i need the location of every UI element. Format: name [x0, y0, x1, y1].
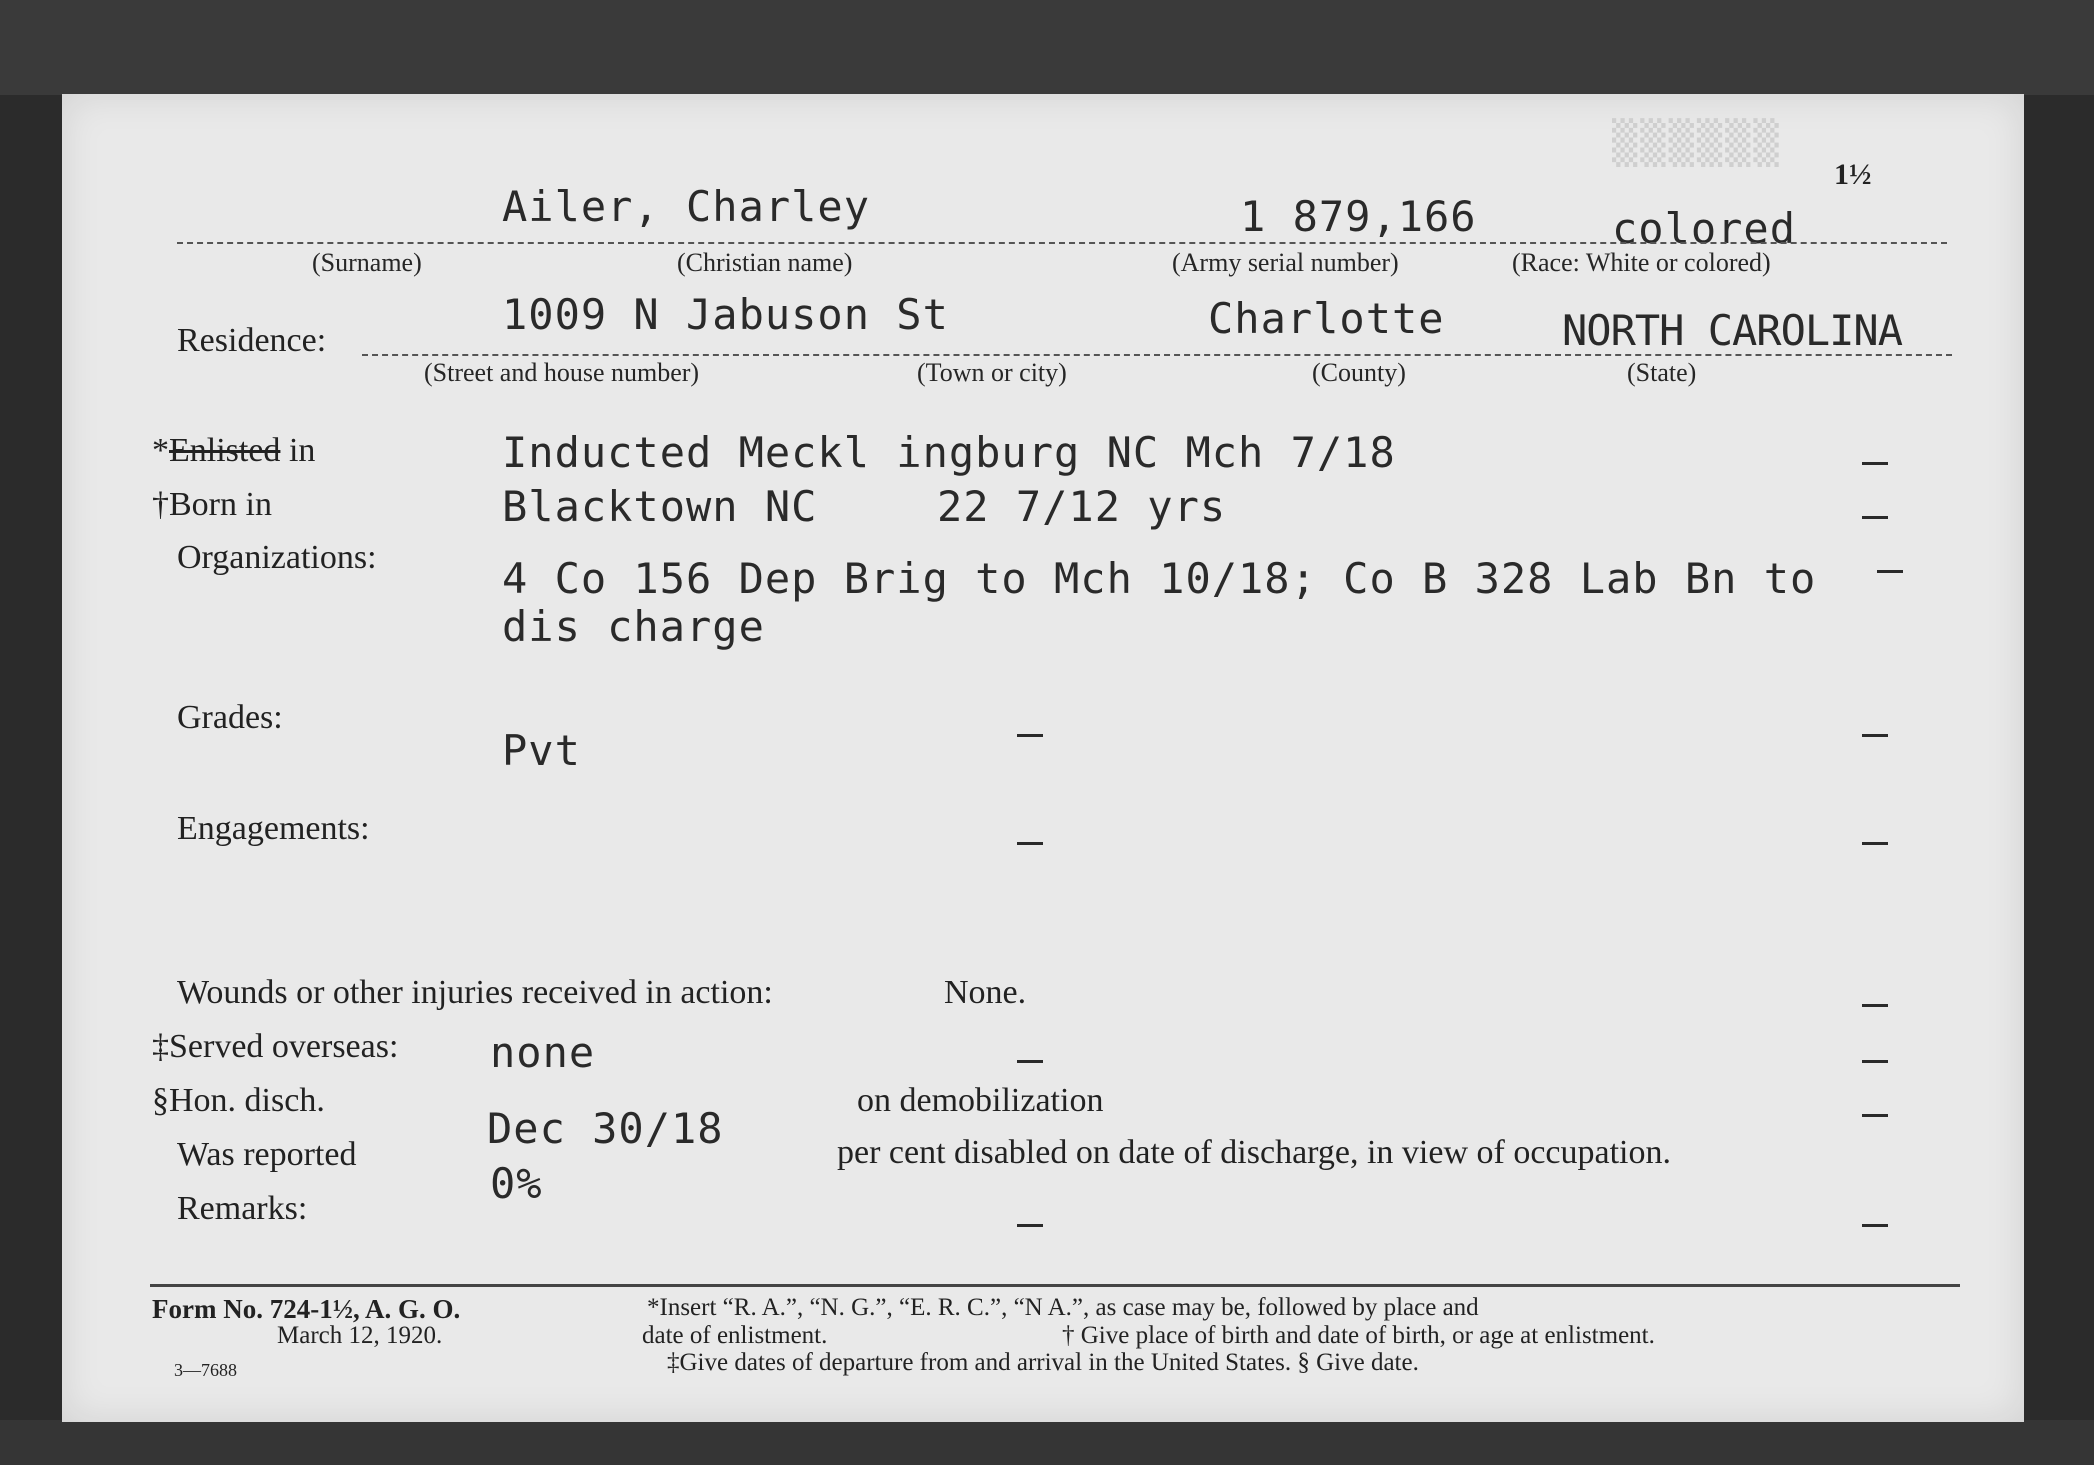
tick-enlisted [1862, 462, 1888, 465]
caption-street: (Street and house number) [424, 358, 700, 387]
born-place: Blacktown NC [502, 482, 818, 531]
enlisted-asterisk: * [152, 432, 169, 469]
footnote-insert: *Insert “R. A.”, “N. G.”, “E. R. C.”, “N A.”, as case may be, followed by place and [647, 1294, 1479, 1321]
organizations-line2: dis charge [502, 602, 765, 651]
enlisted-suffix: in [280, 432, 316, 469]
tick-born [1862, 516, 1888, 519]
army-serial-number: 1 879,166 [1240, 192, 1477, 241]
record-card [62, 94, 2024, 1422]
born-label: †Born in [152, 486, 272, 523]
honorable-discharge-label: §Hon. disch. [152, 1082, 325, 1119]
scan-background-bottom [0, 1420, 2094, 1465]
footer-rule [150, 1284, 1960, 1287]
born-age: 22 7/12 yrs [937, 482, 1227, 531]
caption-christian-name: (Christian name) [677, 248, 853, 277]
engagements-label: Engagements: [177, 810, 370, 847]
form-date: March 12, 1920. [277, 1322, 443, 1349]
residence-underline [362, 354, 1952, 356]
served-overseas-label: ‡Served overseas: [152, 1028, 399, 1065]
scan-background-top [0, 0, 2094, 95]
grades-label: Grades: [177, 699, 283, 736]
print-code: 3—7688 [174, 1360, 237, 1380]
grades-value: Pvt [502, 726, 581, 775]
tick-engagements [1862, 842, 1888, 845]
wounds-label: Wounds or other injuries received in action: [177, 974, 773, 1011]
enlisted-value: Inducted Meckl ingburg NC Mch 7/18 [502, 428, 1396, 477]
footnote-birth: † Give place of birth and date of birth, or age at enlistment. [1062, 1322, 1655, 1349]
caption-state: (State) [1627, 358, 1697, 387]
remarks-label: Remarks: [177, 1190, 308, 1227]
tick-remarks [1862, 1224, 1888, 1227]
residence-street: 1009 N Jabuson St [502, 290, 949, 339]
caption-surname: (Surname) [312, 248, 422, 277]
footnote-overseas: ‡Give dates of departure from and arrival in the United States. § Give date. [667, 1349, 1419, 1376]
served-overseas-value: none [490, 1028, 596, 1077]
tick-engagements-mid [1017, 842, 1043, 845]
residence-county: Charlotte [1208, 294, 1445, 343]
form-number: Form No. 724-1½, A. G. O. [152, 1294, 461, 1324]
organizations-label: Organizations: [177, 539, 377, 576]
tick-grades-mid [1017, 734, 1043, 737]
residence-state: NORTH CAROLINA [1562, 306, 1903, 355]
enlisted-label [152, 432, 315, 470]
tick-overseas-mid [1017, 1060, 1043, 1063]
organizations-line1: 4 Co 156 Dep Brig to Mch 10/18; Co B 328 Lab Bn to [502, 554, 1817, 603]
corner-mark: 1½ [1834, 158, 1872, 191]
caption-army-serial: (Army serial number) [1172, 248, 1399, 277]
tick-organizations [1877, 570, 1903, 573]
caption-race: (Race: White or colored) [1512, 248, 1771, 277]
tick-remarks-mid [1017, 1224, 1043, 1227]
demobilization-text: on demobilization [857, 1082, 1104, 1119]
tick-grades [1862, 734, 1888, 737]
caption-town: (Town or city) [917, 358, 1067, 387]
faint-stamp-impression: ▒▒▒▒▒▒ [1612, 118, 1782, 167]
footnote-date-of-enlistment: date of enlistment. [642, 1322, 828, 1349]
header-underline [177, 242, 1947, 244]
disability-percent: 0% [490, 1159, 543, 1208]
residence-label: Residence: [177, 322, 327, 359]
tick-overseas [1862, 1060, 1888, 1063]
was-reported-label: Was reported [177, 1136, 357, 1173]
wounds-value: None. [944, 974, 1027, 1011]
tick-honorable [1862, 1114, 1888, 1117]
surname-christian-name: Ailer, Charley [502, 182, 871, 231]
caption-county: (County) [1312, 358, 1406, 387]
honorable-discharge-date: Dec 30/18 [487, 1104, 724, 1153]
enlisted-struck-word: Enlisted [169, 432, 281, 469]
race-value: colored [1612, 204, 1797, 253]
was-reported-text: per cent disabled on date of discharge, in view of occupation. [837, 1134, 1671, 1171]
tick-wounds [1862, 1004, 1888, 1007]
